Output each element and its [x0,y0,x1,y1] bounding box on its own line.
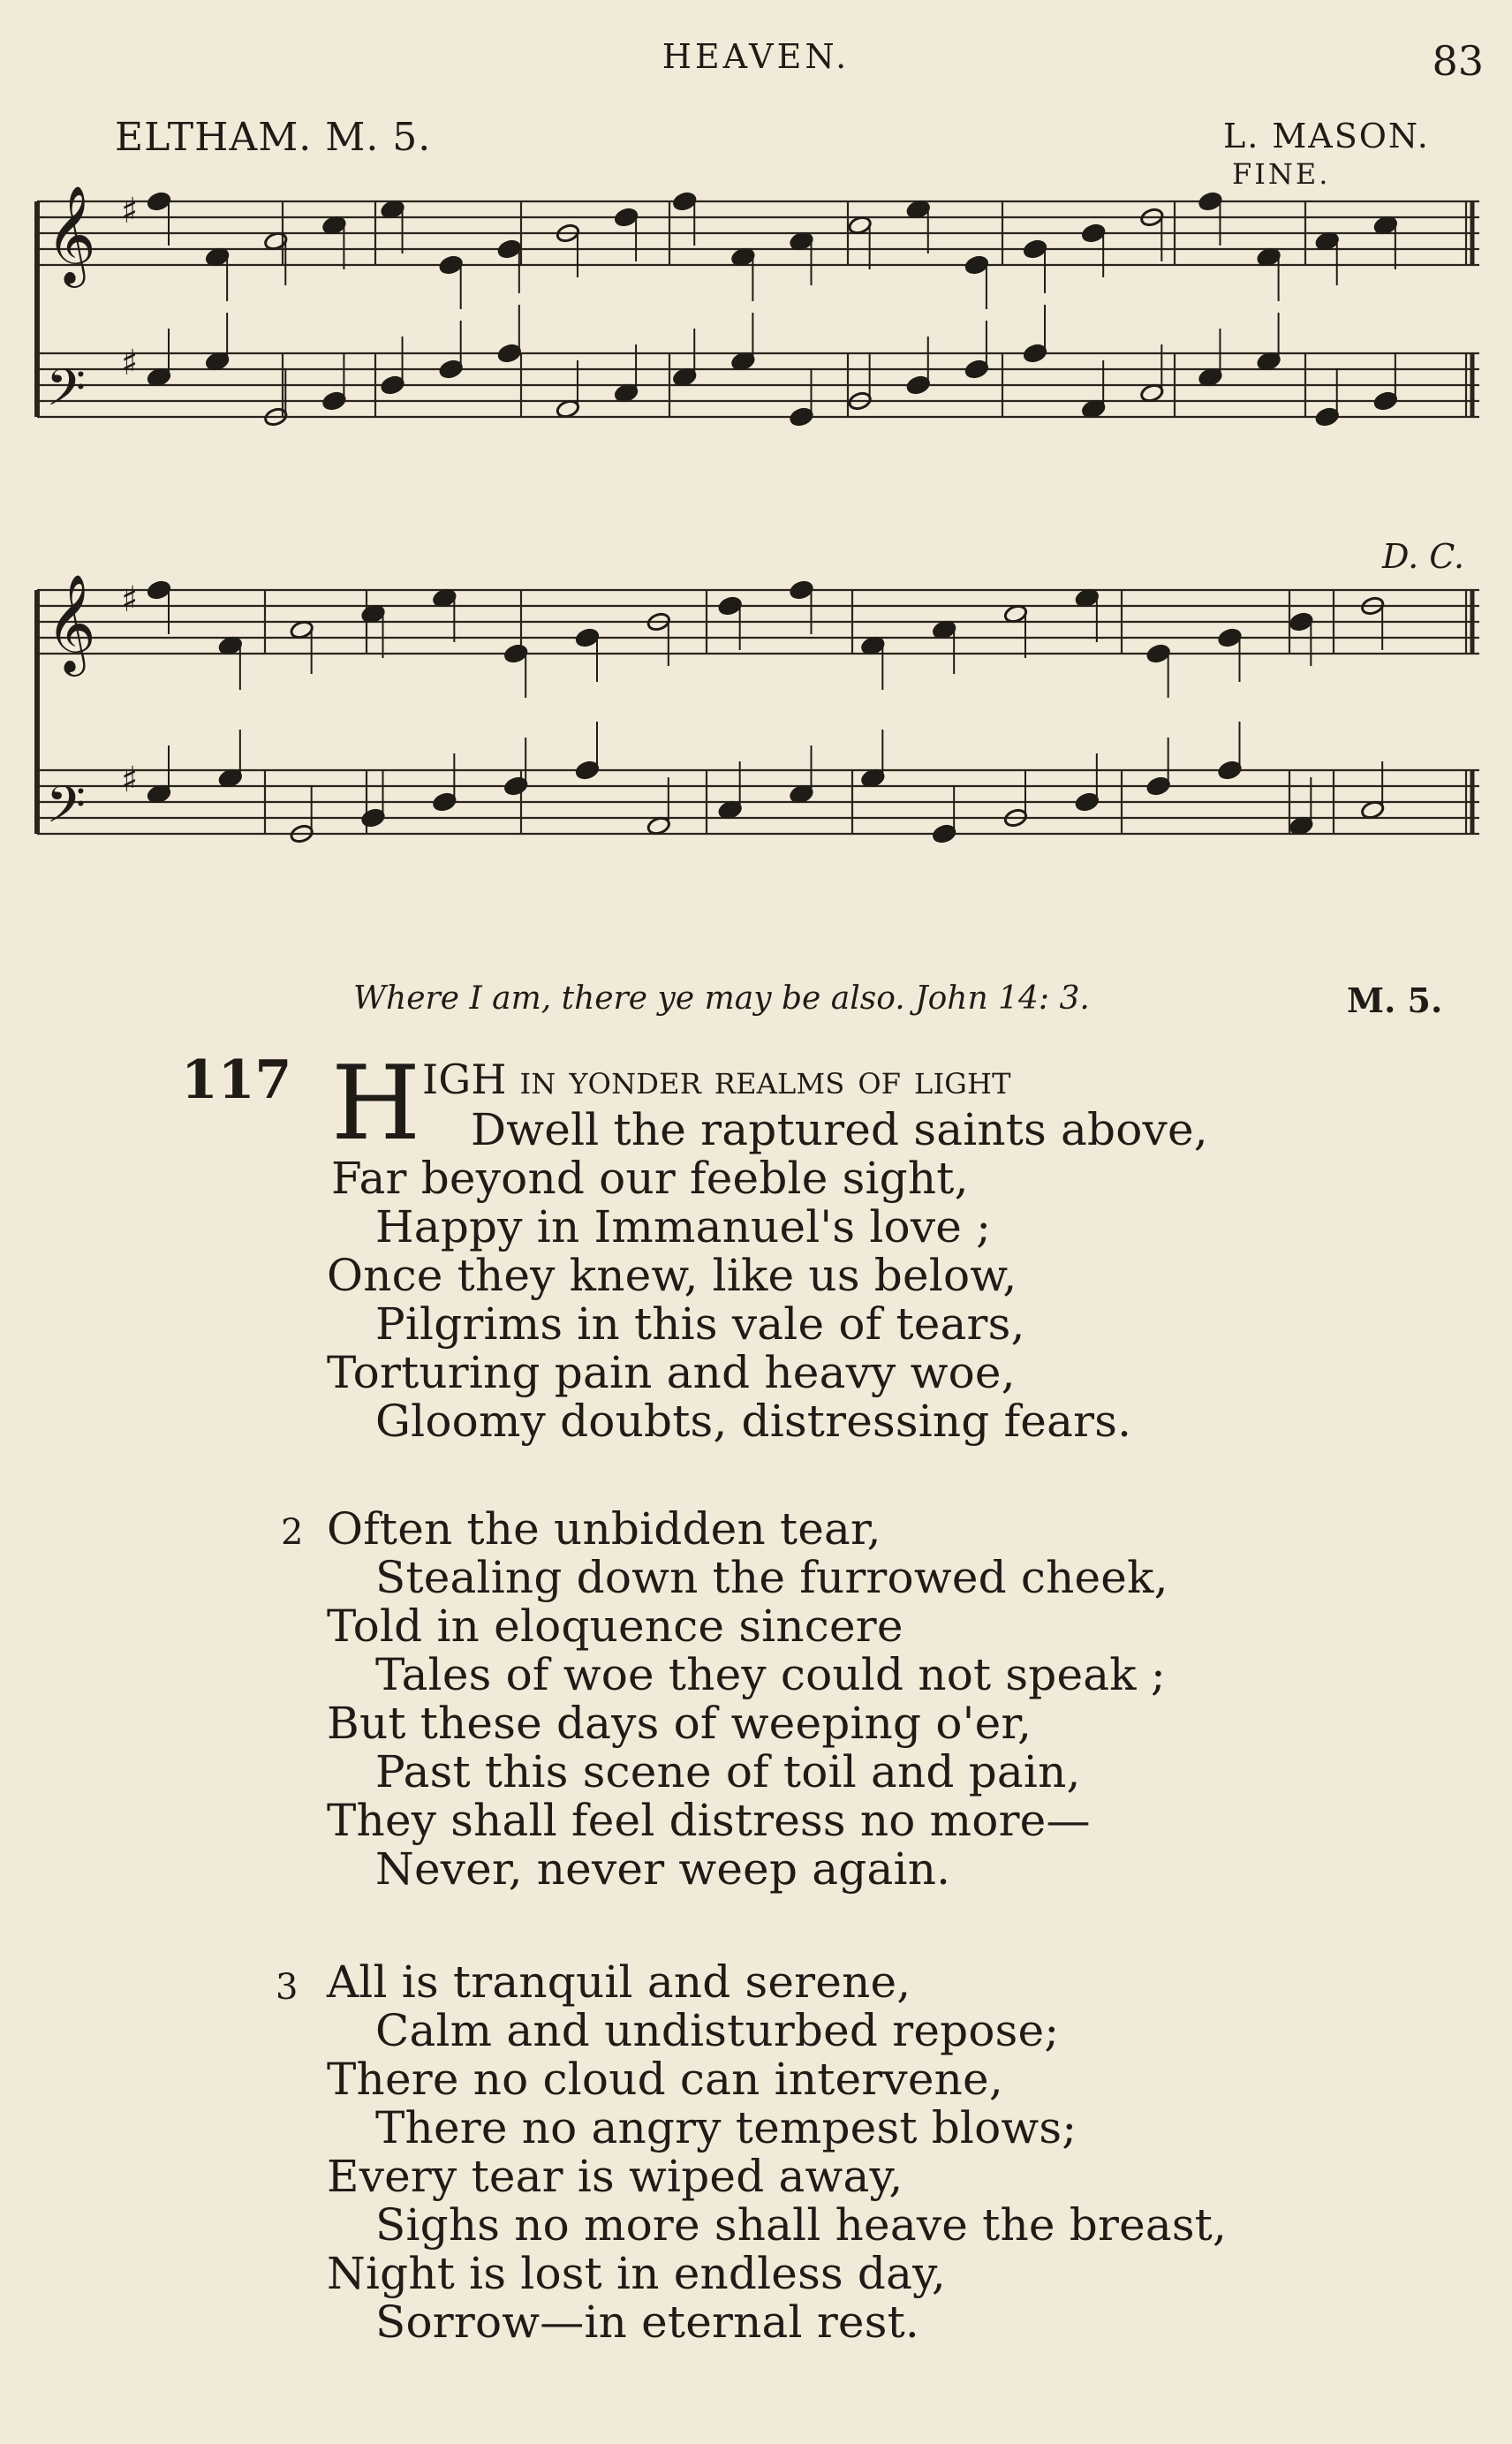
stanza-3-line-3: There no cloud can intervene, [327,2054,1003,2105]
hymn-number: 117 [181,1049,292,1111]
note-head [964,359,989,379]
dc-marking: D. C. [1382,537,1465,576]
music-score [0,0,1512,892]
note-head [789,406,813,427]
stanza-1-line-7: Torturing pain and heavy woe, [327,1347,1016,1398]
note-head [575,760,600,780]
stanza-1-line-5: Once they knew, like us below, [327,1250,1017,1301]
stanza-2-line-8: Never, never weep again. [375,1843,951,1895]
note-head [1023,238,1047,259]
stanza-3-line-1: All is tranquil and serene, [327,1956,911,2008]
stanza-2-line-2: Stealing down the furrowed cheek, [375,1552,1168,1603]
running-head: HEAVEN. [662,37,850,76]
note-head [906,375,931,395]
stanza-2-line-7: They shall feel distress no more— [327,1795,1091,1846]
stanza-number: 3 [276,1967,299,2008]
note-head [439,359,464,379]
stanza-3-line-4: There no angry tempest blows; [375,2102,1077,2153]
stanza-3-line-6: Sighs no more shall heave the breast, [375,2199,1228,2251]
note-head [439,254,464,275]
treble-clef-icon: 𝄞 [46,573,96,672]
note-head [321,390,346,411]
sharp-icon: ♯ [121,760,139,800]
drop-cap: H [331,1044,421,1163]
fine-marking: FINE. [1232,157,1331,191]
note-head [672,191,697,211]
page-number: 83 [1432,37,1484,85]
note-head [497,343,522,363]
note-head [1217,627,1242,647]
composer-credit: L. MASON. [1223,117,1430,155]
bass-clef-icon: 𝄢 [46,775,87,847]
stanza-1-line-2: Dwell the raptured saints above, [471,1104,1208,1155]
sharp-icon: ♯ [121,579,139,620]
stanza-2-line-6: Past this scene of toil and pain, [375,1746,1081,1797]
hymn-meter: M. 5. [1347,980,1443,1020]
stanza-2-line-1: Often the unbidden tear, [327,1503,881,1555]
note-head [964,254,989,275]
note-head [432,791,457,812]
note-head [360,807,385,828]
note-head [497,238,522,259]
note-head [614,207,639,227]
stanza-2-line-3: Told in eloquence sincere [327,1600,903,1652]
treble-clef-icon: 𝄞 [46,185,96,284]
stanza-1-line-4: Happy in Immanuel's love ; [375,1201,992,1252]
stanza-1-line-3: Far beyond our feeble sight, [331,1153,969,1204]
note-head [932,823,956,844]
stanza-3-line-8: Sorrow—in eternal rest. [375,2296,919,2348]
note-head [1315,406,1340,427]
stanza-1-line-8: Gloomy doubts, distressing fears. [375,1396,1132,1447]
bass-clef-icon: 𝄢 [46,358,87,430]
stanza-2-line-5: But these days of weeping o'er, [327,1698,1032,1749]
stanza-1-line-6: Pilgrims in this vale of tears, [375,1298,1025,1350]
note-head [1023,343,1047,363]
note-head [1075,791,1100,812]
sharp-icon: ♯ [121,191,139,231]
stanza-3-line-2: Calm and undisturbed repose; [375,2005,1060,2056]
note-head [381,375,405,395]
note-head [147,579,171,600]
note-head [1373,390,1398,411]
stanza-2-line-4: Tales of woe they could not speak ; [375,1649,1166,1700]
note-head [503,643,528,663]
stanza-3-line-7: Night is lost in endless day, [327,2248,947,2299]
first-line: IGH in yonder realms of light [422,1056,1011,1103]
note-head [789,579,813,600]
stanza-number: 2 [281,1512,304,1553]
note-head [1198,191,1222,211]
scripture-epigraph: Where I am, there ye may be also. John 14: 3. [353,980,1090,1017]
note-head [1146,776,1171,796]
note-head [1146,643,1171,663]
note-head [1081,223,1106,243]
note-head [575,627,600,647]
note-head [718,595,743,616]
tune-name: ELTHAM. M. 5. [115,115,432,160]
note-head [503,776,528,796]
note-head [1217,760,1242,780]
sharp-icon: ♯ [121,343,139,383]
note-head [1289,611,1313,632]
stanza-3-line-5: Every tear is wiped away, [327,2151,903,2202]
note-head [147,191,171,211]
